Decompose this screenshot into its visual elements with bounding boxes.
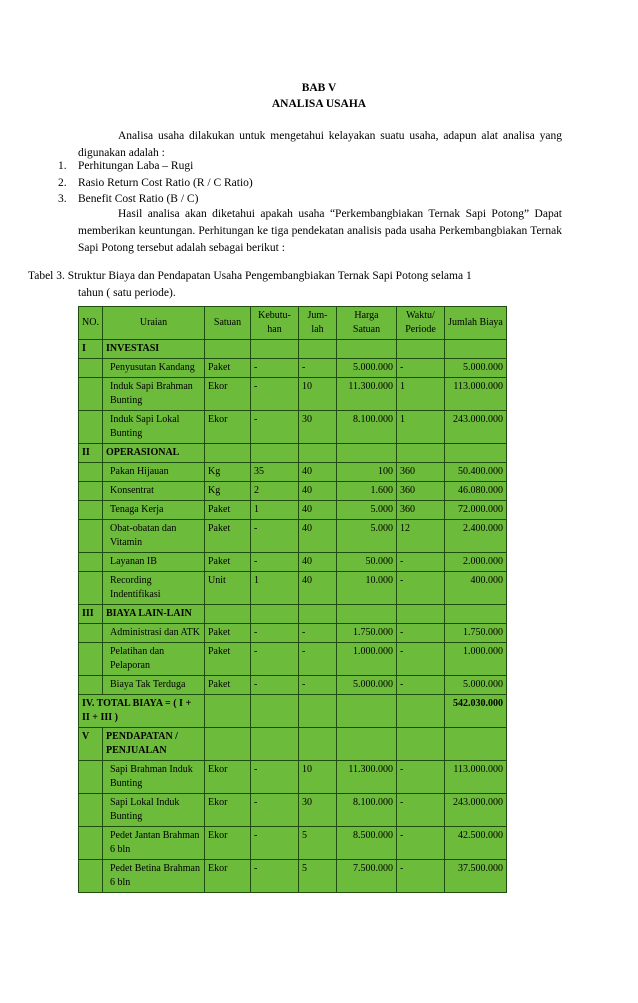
- jumlah-cell: -: [299, 624, 337, 643]
- waktu-cell: -: [397, 827, 445, 860]
- no-cell: I: [79, 340, 103, 359]
- analysis-text: Hasil analisa akan diketahui apakah usaha “Perkembangbiakan Ternak Sapi Potong” Dapat memberikan keuntungan. Perhitungan ke tiga pendekatan analisis pada usaha Perkembangbiakan Ternak Sapi Potong tersebut adalah sebagai berikut :: [78, 208, 562, 254]
- harga-cell: 1.600: [337, 482, 397, 501]
- cost-revenue-table: [78, 306, 507, 893]
- list-item: [58, 175, 253, 192]
- table-row: [79, 624, 507, 643]
- uraian-cell: Pedet Jantan Brahman 6 bln: [103, 827, 205, 860]
- total-cell: [445, 340, 507, 359]
- table-row: [79, 794, 507, 827]
- uraian-cell: Recording Indentifikasi: [103, 572, 205, 605]
- header-uraian: Uraian: [103, 307, 205, 340]
- total-cell: 5.000.000: [445, 676, 507, 695]
- uraian-cell: OPERASIONAL: [103, 444, 205, 463]
- satuan-cell: Paket: [205, 624, 251, 643]
- kebutuhan-cell: -: [251, 378, 299, 411]
- kebutuhan-cell: [251, 444, 299, 463]
- chapter-number: BAB V: [301, 82, 337, 94]
- kebutuhan-cell: -: [251, 676, 299, 695]
- waktu-cell: -: [397, 624, 445, 643]
- jumlah-cell: 30: [299, 411, 337, 444]
- jumlah-cell: -: [299, 643, 337, 676]
- harga-cell: 11.300.000: [337, 761, 397, 794]
- kebutuhan-cell: -: [251, 860, 299, 893]
- harga-cell: 5.000: [337, 520, 397, 553]
- no-cell: V: [79, 728, 103, 761]
- kebutuhan-cell: [251, 340, 299, 359]
- harga-cell: 1.750.000: [337, 624, 397, 643]
- header-harga: Harga Satuan: [337, 307, 397, 340]
- waktu-cell: 360: [397, 463, 445, 482]
- no-cell: [79, 794, 103, 827]
- satuan-cell: Paket: [205, 501, 251, 520]
- uraian-cell: Pedet Betina Brahman 6 bln: [103, 860, 205, 893]
- table-row: [79, 860, 507, 893]
- no-cell: II: [79, 444, 103, 463]
- total-cell: [445, 728, 507, 761]
- table-row: [79, 463, 507, 482]
- no-cell: [79, 860, 103, 893]
- table-row: [79, 605, 507, 624]
- table-caption: [28, 268, 562, 302]
- table-cell: [397, 695, 445, 728]
- total-cell: [445, 444, 507, 463]
- kebutuhan-cell: -: [251, 411, 299, 444]
- table-row: [79, 553, 507, 572]
- uraian-cell: Tenaga Kerja: [103, 501, 205, 520]
- no-cell: [79, 463, 103, 482]
- table-body: [79, 340, 507, 893]
- harga-cell: 5.000.000: [337, 676, 397, 695]
- harga-cell: 7.500.000: [337, 860, 397, 893]
- table-row: [79, 827, 507, 860]
- table-row: [79, 340, 507, 359]
- kebutuhan-cell: 1: [251, 501, 299, 520]
- jumlah-cell: 5: [299, 860, 337, 893]
- jumlah-cell: 5: [299, 827, 337, 860]
- uraian-cell: Pakan Hijauan: [103, 463, 205, 482]
- table-row: [79, 444, 507, 463]
- table-row: [79, 761, 507, 794]
- harga-cell: 5.000.000: [337, 359, 397, 378]
- harga-cell: [337, 340, 397, 359]
- waktu-cell: -: [397, 553, 445, 572]
- satuan-cell: Paket: [205, 520, 251, 553]
- list-item: [58, 158, 253, 175]
- total-cell: 46.080.000: [445, 482, 507, 501]
- uraian-cell: Konsentrat: [103, 482, 205, 501]
- kebutuhan-cell: 35: [251, 463, 299, 482]
- total-cell: 42.500.000: [445, 827, 507, 860]
- waktu-cell: [397, 728, 445, 761]
- harga-cell: 11.300.000: [337, 378, 397, 411]
- no-cell: [79, 501, 103, 520]
- satuan-cell: [205, 340, 251, 359]
- kebutuhan-cell: -: [251, 553, 299, 572]
- table-cell: [251, 695, 299, 728]
- kebutuhan-cell: 2: [251, 482, 299, 501]
- kebutuhan-cell: -: [251, 359, 299, 378]
- uraian-cell: Sapi Brahman Induk Bunting: [103, 761, 205, 794]
- analysis-paragraph: [78, 206, 562, 257]
- jumlah-cell: [299, 340, 337, 359]
- header-satuan: Satuan: [205, 307, 251, 340]
- total-cell: 2.400.000: [445, 520, 507, 553]
- kebutuhan-cell: -: [251, 761, 299, 794]
- methods-list: [58, 158, 253, 208]
- list-text: Benefit Cost Ratio (B / C): [78, 193, 199, 205]
- no-cell: [79, 359, 103, 378]
- harga-cell: 8.500.000: [337, 827, 397, 860]
- jumlah-cell: 10: [299, 761, 337, 794]
- harga-cell: 8.100.000: [337, 411, 397, 444]
- waktu-cell: 1: [397, 378, 445, 411]
- waktu-cell: -: [397, 794, 445, 827]
- no-cell: [79, 482, 103, 501]
- uraian-cell: Sapi Lokal Induk Bunting: [103, 794, 205, 827]
- no-cell: III: [79, 605, 103, 624]
- waktu-cell: -: [397, 572, 445, 605]
- kebutuhan-cell: 1: [251, 572, 299, 605]
- total-cell: 400.000: [445, 572, 507, 605]
- jumlah-cell: -: [299, 359, 337, 378]
- total-value-cell: 542.030.000: [445, 695, 507, 728]
- waktu-cell: 12: [397, 520, 445, 553]
- satuan-cell: Ekor: [205, 794, 251, 827]
- jumlah-cell: [299, 605, 337, 624]
- harga-cell: 50.000: [337, 553, 397, 572]
- jumlah-cell: 40: [299, 520, 337, 553]
- jumlah-cell: 40: [299, 553, 337, 572]
- chapter-title: ANALISA USAHA: [271, 98, 367, 110]
- no-cell: [79, 624, 103, 643]
- total-cell: 1.000.000: [445, 643, 507, 676]
- table-row: [79, 643, 507, 676]
- caption-line: tahun ( satu periode).: [78, 287, 176, 299]
- list-number: 3.: [58, 193, 67, 205]
- satuan-cell: Ekor: [205, 827, 251, 860]
- jumlah-cell: [299, 444, 337, 463]
- waktu-cell: [397, 605, 445, 624]
- no-cell: [79, 643, 103, 676]
- jumlah-cell: [299, 728, 337, 761]
- harga-cell: 8.100.000: [337, 794, 397, 827]
- waktu-cell: 1: [397, 411, 445, 444]
- table-row: [79, 695, 507, 728]
- total-cell: [445, 605, 507, 624]
- table-cell: [205, 695, 251, 728]
- table-header-row: [79, 307, 507, 340]
- harga-cell: 5.000: [337, 501, 397, 520]
- intro-paragraph: [78, 128, 562, 162]
- harga-cell: 100: [337, 463, 397, 482]
- waktu-cell: -: [397, 761, 445, 794]
- list-text: Perhitungan Laba – Rugi: [78, 160, 194, 172]
- intro-text: Analisa usaha dilakukan untuk mengetahui kelayakan suatu usaha, adapun alat analisa yang digunakan adalah :: [78, 130, 562, 159]
- no-cell: [79, 572, 103, 605]
- no-cell: [79, 520, 103, 553]
- list-text: Rasio Return Cost Ratio (R / C Ratio): [78, 176, 253, 189]
- no-cell: [79, 761, 103, 794]
- satuan-cell: Ekor: [205, 761, 251, 794]
- list-number: 1.: [58, 160, 67, 172]
- caption-line: Tabel 3. Struktur Biaya dan Pendapatan Usaha Pengembangbiakan Ternak Sapi Potong selama 1: [28, 270, 472, 282]
- kebutuhan-cell: -: [251, 520, 299, 553]
- waktu-cell: -: [397, 359, 445, 378]
- jumlah-cell: 40: [299, 572, 337, 605]
- no-cell: [79, 411, 103, 444]
- satuan-cell: Paket: [205, 643, 251, 676]
- total-cell: 1.750.000: [445, 624, 507, 643]
- harga-cell: [337, 605, 397, 624]
- harga-cell: [337, 444, 397, 463]
- satuan-cell: Paket: [205, 359, 251, 378]
- uraian-cell: Induk Sapi Brahman Bunting: [103, 378, 205, 411]
- satuan-cell: Ekor: [205, 411, 251, 444]
- header-kebutuhan: Kebutu-han: [251, 307, 299, 340]
- header-total: Jumlah Biaya: [445, 307, 507, 340]
- header-jumlah: Jum-lah: [299, 307, 337, 340]
- satuan-cell: Paket: [205, 676, 251, 695]
- uraian-cell: Penyusutan Kandang: [103, 359, 205, 378]
- satuan-cell: Ekor: [205, 860, 251, 893]
- kebutuhan-cell: -: [251, 643, 299, 676]
- no-cell: [79, 553, 103, 572]
- kebutuhan-cell: -: [251, 624, 299, 643]
- uraian-cell: INVESTASI: [103, 340, 205, 359]
- uraian-cell: PENDAPATAN / PENJUALAN: [103, 728, 205, 761]
- waktu-cell: -: [397, 643, 445, 676]
- jumlah-cell: 30: [299, 794, 337, 827]
- table-row: [79, 359, 507, 378]
- kebutuhan-cell: -: [251, 827, 299, 860]
- waktu-cell: -: [397, 860, 445, 893]
- satuan-cell: Kg: [205, 463, 251, 482]
- jumlah-cell: 40: [299, 482, 337, 501]
- total-cell: 2.000.000: [445, 553, 507, 572]
- satuan-cell: [205, 444, 251, 463]
- uraian-cell: BIAYA LAIN-LAIN: [103, 605, 205, 624]
- uraian-cell: Administrasi dan ATK: [103, 624, 205, 643]
- total-cell: 243.000.000: [445, 411, 507, 444]
- kebutuhan-cell: [251, 605, 299, 624]
- total-cell: 50.400.000: [445, 463, 507, 482]
- table-row: [79, 676, 507, 695]
- table-row: [79, 482, 507, 501]
- header-no: NO.: [79, 307, 103, 340]
- harga-cell: [337, 728, 397, 761]
- table-cell: [299, 695, 337, 728]
- satuan-cell: Paket: [205, 553, 251, 572]
- total-cell: 243.000.000: [445, 794, 507, 827]
- satuan-cell: Kg: [205, 482, 251, 501]
- satuan-cell: Unit: [205, 572, 251, 605]
- waktu-cell: 360: [397, 482, 445, 501]
- total-cell: 113.000.000: [445, 378, 507, 411]
- total-cell: 72.000.000: [445, 501, 507, 520]
- total-cell: 113.000.000: [445, 761, 507, 794]
- harga-cell: 10.000: [337, 572, 397, 605]
- uraian-cell: Pelatihan dan Pelaporan: [103, 643, 205, 676]
- satuan-cell: [205, 605, 251, 624]
- table-row: [79, 411, 507, 444]
- no-cell: [79, 827, 103, 860]
- jumlah-cell: 40: [299, 501, 337, 520]
- header-waktu: Waktu/ Periode: [397, 307, 445, 340]
- table-cell: [337, 695, 397, 728]
- jumlah-cell: -: [299, 676, 337, 695]
- kebutuhan-cell: [251, 728, 299, 761]
- table-row: [79, 501, 507, 520]
- harga-cell: 1.000.000: [337, 643, 397, 676]
- table-row: [79, 520, 507, 553]
- satuan-cell: Ekor: [205, 378, 251, 411]
- no-cell: [79, 676, 103, 695]
- table-row: [79, 572, 507, 605]
- waktu-cell: -: [397, 676, 445, 695]
- uraian-cell: Biaya Tak Terduga: [103, 676, 205, 695]
- list-number: 2.: [58, 176, 67, 189]
- uraian-cell: Layanan IB: [103, 553, 205, 572]
- satuan-cell: [205, 728, 251, 761]
- table-row: [79, 728, 507, 761]
- total-cell: 37.500.000: [445, 860, 507, 893]
- waktu-cell: [397, 340, 445, 359]
- table-row: [79, 378, 507, 411]
- kebutuhan-cell: -: [251, 794, 299, 827]
- jumlah-cell: 40: [299, 463, 337, 482]
- uraian-cell: Induk Sapi Lokal Bunting: [103, 411, 205, 444]
- uraian-cell: Obat-obatan dan Vitamin: [103, 520, 205, 553]
- jumlah-cell: 10: [299, 378, 337, 411]
- waktu-cell: [397, 444, 445, 463]
- no-cell: [79, 378, 103, 411]
- total-label-cell: IV. TOTAL BIAYA = ( I + II + III ): [79, 695, 205, 728]
- total-cell: 5.000.000: [445, 359, 507, 378]
- waktu-cell: 360: [397, 501, 445, 520]
